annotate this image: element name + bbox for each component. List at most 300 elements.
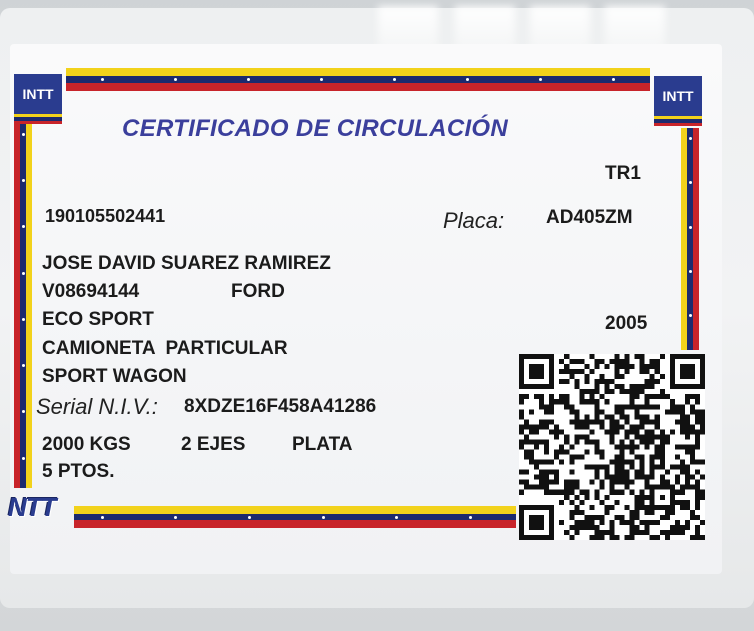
qr-module bbox=[685, 485, 690, 490]
vehicle-brand: FORD bbox=[231, 281, 285, 302]
qr-module bbox=[559, 500, 564, 505]
qr-module bbox=[700, 460, 705, 465]
qr-module bbox=[615, 424, 620, 429]
qr-module bbox=[599, 520, 604, 525]
flag-star bbox=[322, 516, 325, 519]
qr-module bbox=[609, 505, 614, 510]
qr-finder bbox=[680, 364, 695, 379]
qr-module bbox=[564, 439, 569, 444]
qr-module bbox=[574, 379, 579, 384]
qr-module bbox=[604, 414, 609, 419]
qr-module bbox=[650, 404, 655, 409]
qr-module bbox=[579, 455, 584, 460]
qr-module bbox=[640, 520, 645, 525]
owner-name: JOSE DAVID SUAREZ RAMIREZ bbox=[42, 253, 331, 274]
qr-module bbox=[635, 505, 640, 510]
qr-module bbox=[665, 434, 670, 439]
qr-module bbox=[645, 429, 650, 434]
qr-module bbox=[650, 510, 655, 515]
qr-module bbox=[660, 389, 665, 394]
qr-module bbox=[594, 444, 599, 449]
qr-module bbox=[660, 439, 665, 444]
qr-module bbox=[594, 364, 599, 369]
qr-module bbox=[599, 515, 604, 520]
qr-module bbox=[645, 510, 650, 515]
qr-module bbox=[670, 510, 675, 515]
qr-module bbox=[544, 404, 549, 409]
qr-module bbox=[584, 465, 589, 470]
qr-module bbox=[574, 384, 579, 389]
qr-module bbox=[680, 460, 685, 465]
qr-module bbox=[670, 525, 675, 530]
intt-logo-left: INTT bbox=[14, 74, 62, 114]
qr-module bbox=[594, 419, 599, 424]
qr-module bbox=[569, 359, 574, 364]
id-number: V08694144 bbox=[42, 281, 140, 302]
qr-module bbox=[685, 434, 690, 439]
flag-star bbox=[612, 78, 615, 81]
qr-module bbox=[594, 409, 599, 414]
qr-module bbox=[544, 419, 549, 424]
qr-module bbox=[635, 475, 640, 480]
qr-module bbox=[655, 444, 660, 449]
ntt-logo-bottom: NTT bbox=[8, 492, 56, 522]
qr-module bbox=[559, 394, 564, 399]
qr-module bbox=[645, 364, 650, 369]
qr-module bbox=[599, 374, 604, 379]
qr-module bbox=[559, 379, 564, 384]
qr-module bbox=[599, 485, 604, 490]
qr-module bbox=[675, 520, 680, 525]
qr-module bbox=[630, 465, 635, 470]
qr-module bbox=[615, 460, 620, 465]
qr-module bbox=[569, 525, 574, 530]
qr-module bbox=[695, 434, 700, 439]
qr-module bbox=[615, 359, 620, 364]
qr-module bbox=[589, 525, 594, 530]
qr-module bbox=[655, 520, 660, 525]
qr-module bbox=[584, 495, 589, 500]
qr-module bbox=[589, 394, 594, 399]
qr-module bbox=[589, 515, 594, 520]
flag-star bbox=[247, 78, 250, 81]
qr-module bbox=[685, 444, 690, 449]
qr-module bbox=[695, 419, 700, 424]
qr-module bbox=[544, 460, 549, 465]
qr-module bbox=[554, 399, 559, 404]
qr-module bbox=[524, 394, 529, 399]
qr-module bbox=[594, 384, 599, 389]
qr-module bbox=[660, 374, 665, 379]
qr-module bbox=[574, 530, 579, 535]
qr-module bbox=[695, 530, 700, 535]
qr-module bbox=[695, 429, 700, 434]
qr-module bbox=[700, 490, 705, 495]
qr-module bbox=[650, 364, 655, 369]
qr-module bbox=[680, 424, 685, 429]
qr-module bbox=[544, 450, 549, 455]
vehicle-type: SPORT WAGON bbox=[42, 366, 187, 387]
qr-module bbox=[564, 450, 569, 455]
qr-module bbox=[584, 450, 589, 455]
qr-module bbox=[559, 450, 564, 455]
flag-star bbox=[174, 78, 177, 81]
qr-module bbox=[640, 404, 645, 409]
qr-module bbox=[655, 359, 660, 364]
qr-module bbox=[599, 419, 604, 424]
qr-module bbox=[609, 429, 614, 434]
qr-module bbox=[534, 439, 539, 444]
qr-module bbox=[604, 505, 609, 510]
qr-module bbox=[549, 480, 554, 485]
qr-module bbox=[569, 404, 574, 409]
qr-module bbox=[695, 414, 700, 419]
qr-module bbox=[549, 409, 554, 414]
qr-module bbox=[625, 470, 630, 475]
qr-module bbox=[620, 424, 625, 429]
qr-module bbox=[630, 530, 635, 535]
qr-module bbox=[625, 434, 630, 439]
qr-module bbox=[594, 490, 599, 495]
qr-module bbox=[640, 384, 645, 389]
qr-module bbox=[564, 364, 569, 369]
qr-module bbox=[574, 510, 579, 515]
qr-module bbox=[549, 470, 554, 475]
qr-module bbox=[615, 444, 620, 449]
qr-module bbox=[640, 490, 645, 495]
flag-star bbox=[466, 78, 469, 81]
qr-module bbox=[690, 460, 695, 465]
qr-module bbox=[584, 515, 589, 520]
qr-module bbox=[625, 485, 630, 490]
vehicle-weight: 2000 KGS bbox=[42, 434, 131, 455]
qr-module bbox=[589, 439, 594, 444]
qr-module bbox=[519, 414, 524, 419]
qr-module bbox=[539, 475, 544, 480]
qr-module bbox=[695, 399, 700, 404]
qr-module bbox=[660, 450, 665, 455]
qr-module bbox=[635, 434, 640, 439]
logo-flag-right bbox=[654, 116, 702, 126]
qr-module bbox=[569, 444, 574, 449]
qr-module bbox=[594, 465, 599, 470]
qr-module bbox=[650, 460, 655, 465]
qr-module bbox=[579, 434, 584, 439]
qr-module bbox=[670, 465, 675, 470]
qr-module bbox=[609, 460, 614, 465]
qr-module bbox=[675, 409, 680, 414]
qr-module bbox=[609, 389, 614, 394]
qr-module bbox=[615, 465, 620, 470]
vehicle-seats: 5 PTOS. bbox=[42, 461, 115, 482]
qr-module bbox=[690, 404, 695, 409]
qr-module bbox=[534, 485, 539, 490]
qr-module bbox=[695, 394, 700, 399]
qr-module bbox=[589, 535, 594, 540]
qr-module bbox=[574, 455, 579, 460]
qr-module bbox=[640, 465, 645, 470]
qr-module bbox=[685, 399, 690, 404]
qr-module bbox=[675, 480, 680, 485]
qr-module bbox=[700, 424, 705, 429]
qr-module bbox=[544, 424, 549, 429]
qr-module bbox=[690, 515, 695, 520]
qr-module bbox=[564, 369, 569, 374]
qr-module bbox=[700, 409, 705, 414]
vehicle-axles: 2 EJES bbox=[181, 434, 246, 455]
qr-module bbox=[620, 374, 625, 379]
qr-module bbox=[650, 535, 655, 540]
qr-module bbox=[635, 404, 640, 409]
qr-module bbox=[529, 439, 534, 444]
qr-module bbox=[635, 444, 640, 449]
qr-module bbox=[594, 439, 599, 444]
qr-module bbox=[559, 399, 564, 404]
qr-module bbox=[609, 434, 614, 439]
qr-module bbox=[524, 424, 529, 429]
qr-module bbox=[564, 530, 569, 535]
qr-module bbox=[630, 384, 635, 389]
qr-module bbox=[645, 399, 650, 404]
qr-module bbox=[640, 439, 645, 444]
qr-module bbox=[584, 379, 589, 384]
qr-module bbox=[650, 455, 655, 460]
qr-module bbox=[680, 500, 685, 505]
qr-module bbox=[675, 530, 680, 535]
qr-module bbox=[620, 475, 625, 480]
qr-module bbox=[554, 429, 559, 434]
qr-module bbox=[589, 480, 594, 485]
qr-module bbox=[609, 475, 614, 480]
qr-module bbox=[685, 429, 690, 434]
qr-module bbox=[685, 424, 690, 429]
qr-module bbox=[599, 450, 604, 455]
qr-module bbox=[564, 394, 569, 399]
qr-module bbox=[589, 369, 594, 374]
qr-module bbox=[655, 369, 660, 374]
qr-module bbox=[615, 475, 620, 480]
qr-module bbox=[549, 404, 554, 409]
qr-module bbox=[604, 495, 609, 500]
qr-module bbox=[609, 530, 614, 535]
qr-module bbox=[534, 429, 539, 434]
qr-module bbox=[609, 419, 614, 424]
qr-module bbox=[635, 424, 640, 429]
qr-module bbox=[604, 530, 609, 535]
placa-label: Placa: bbox=[443, 208, 505, 233]
qr-code bbox=[519, 354, 705, 540]
qr-module bbox=[615, 429, 620, 434]
qr-module bbox=[635, 429, 640, 434]
qr-module bbox=[579, 424, 584, 429]
qr-module bbox=[695, 525, 700, 530]
qr-module bbox=[625, 354, 630, 359]
qr-module bbox=[685, 394, 690, 399]
qr-module bbox=[564, 399, 569, 404]
qr-module bbox=[700, 414, 705, 419]
qr-module bbox=[620, 359, 625, 364]
qr-module bbox=[690, 475, 695, 480]
qr-module bbox=[554, 480, 559, 485]
qr-module bbox=[635, 414, 640, 419]
qr-module bbox=[594, 379, 599, 384]
qr-module bbox=[594, 525, 599, 530]
qr-module bbox=[574, 520, 579, 525]
qr-module bbox=[685, 414, 690, 419]
qr-module bbox=[685, 500, 690, 505]
qr-module bbox=[670, 530, 675, 535]
qr-module bbox=[574, 495, 579, 500]
qr-module bbox=[620, 515, 625, 520]
qr-module bbox=[695, 535, 700, 540]
qr-module bbox=[650, 359, 655, 364]
qr-module bbox=[620, 444, 625, 449]
qr-module bbox=[599, 359, 604, 364]
qr-module bbox=[584, 399, 589, 404]
qr-module bbox=[604, 510, 609, 515]
qr-module bbox=[670, 399, 675, 404]
qr-module bbox=[685, 480, 690, 485]
qr-module bbox=[630, 424, 635, 429]
qr-module bbox=[579, 419, 584, 424]
qr-module bbox=[615, 535, 620, 540]
qr-module bbox=[630, 525, 635, 530]
qr-module bbox=[630, 450, 635, 455]
qr-module bbox=[574, 439, 579, 444]
qr-module bbox=[604, 379, 609, 384]
qr-module bbox=[539, 460, 544, 465]
qr-module bbox=[660, 434, 665, 439]
qr-module bbox=[625, 444, 630, 449]
qr-module bbox=[635, 354, 640, 359]
qr-module bbox=[564, 485, 569, 490]
qr-module bbox=[700, 520, 705, 525]
qr-module bbox=[630, 480, 635, 485]
qr-module bbox=[650, 439, 655, 444]
qr-module bbox=[670, 429, 675, 434]
qr-module bbox=[539, 404, 544, 409]
qr-module bbox=[675, 465, 680, 470]
qr-module bbox=[620, 490, 625, 495]
qr-module bbox=[609, 535, 614, 540]
qr-module bbox=[645, 530, 650, 535]
code: TR1 bbox=[605, 163, 641, 184]
qr-module bbox=[655, 450, 660, 455]
qr-module bbox=[584, 490, 589, 495]
qr-module bbox=[625, 419, 630, 424]
qr-module bbox=[599, 379, 604, 384]
qr-module bbox=[594, 535, 599, 540]
qr-module bbox=[554, 490, 559, 495]
qr-module bbox=[690, 409, 695, 414]
qr-module bbox=[584, 419, 589, 424]
qr-module bbox=[579, 359, 584, 364]
certificate-title: CERTIFICADO DE CIRCULACIÓN bbox=[122, 115, 509, 142]
qr-module bbox=[615, 404, 620, 409]
logo-flag-left bbox=[14, 114, 62, 124]
qr-module bbox=[529, 409, 534, 414]
qr-module bbox=[554, 455, 559, 460]
qr-module bbox=[564, 434, 569, 439]
qr-module bbox=[559, 359, 564, 364]
qr-module bbox=[660, 460, 665, 465]
qr-module bbox=[645, 485, 650, 490]
qr-module bbox=[534, 465, 539, 470]
qr-module bbox=[534, 444, 539, 449]
qr-module bbox=[665, 530, 670, 535]
qr-module bbox=[675, 404, 680, 409]
qr-module bbox=[534, 475, 539, 480]
qr-module bbox=[695, 515, 700, 520]
qr-module bbox=[620, 520, 625, 525]
qr-module bbox=[635, 389, 640, 394]
qr-module bbox=[685, 465, 690, 470]
qr-module bbox=[675, 444, 680, 449]
qr-module bbox=[640, 414, 645, 419]
qr-module bbox=[559, 369, 564, 374]
qr-module bbox=[660, 429, 665, 434]
qr-module bbox=[615, 500, 620, 505]
vehicle-class: CAMIONETA PARTICULAR bbox=[42, 338, 288, 359]
qr-module bbox=[655, 424, 660, 429]
qr-module bbox=[650, 374, 655, 379]
qr-module bbox=[549, 419, 554, 424]
qr-module bbox=[640, 364, 645, 369]
qr-module bbox=[594, 450, 599, 455]
qr-module bbox=[635, 495, 640, 500]
qr-module bbox=[690, 455, 695, 460]
qr-module bbox=[594, 470, 599, 475]
qr-module bbox=[609, 485, 614, 490]
qr-module bbox=[564, 379, 569, 384]
qr-module bbox=[670, 409, 675, 414]
qr-module bbox=[620, 470, 625, 475]
qr-module bbox=[589, 399, 594, 404]
qr-module bbox=[655, 394, 660, 399]
qr-module bbox=[665, 510, 670, 515]
qr-module bbox=[604, 384, 609, 389]
qr-module bbox=[574, 414, 579, 419]
qr-module bbox=[615, 354, 620, 359]
qr-module bbox=[615, 419, 620, 424]
qr-module bbox=[630, 399, 635, 404]
qr-module bbox=[539, 419, 544, 424]
qr-module bbox=[660, 475, 665, 480]
qr-module bbox=[640, 505, 645, 510]
qr-module bbox=[695, 444, 700, 449]
qr-module bbox=[655, 434, 660, 439]
qr-module bbox=[569, 515, 574, 520]
qr-module bbox=[635, 525, 640, 530]
qr-module bbox=[650, 465, 655, 470]
qr-module bbox=[554, 470, 559, 475]
qr-module bbox=[569, 470, 574, 475]
flag-star bbox=[22, 318, 25, 321]
qr-module bbox=[574, 505, 579, 510]
qr-module bbox=[685, 470, 690, 475]
qr-module bbox=[635, 394, 640, 399]
qr-module bbox=[680, 419, 685, 424]
flag-star bbox=[22, 225, 25, 228]
qr-module bbox=[620, 450, 625, 455]
qr-module bbox=[609, 424, 614, 429]
qr-module bbox=[569, 374, 574, 379]
qr-module bbox=[675, 475, 680, 480]
qr-module bbox=[645, 404, 650, 409]
qr-module bbox=[665, 470, 670, 475]
qr-module bbox=[554, 475, 559, 480]
qr-module bbox=[524, 419, 529, 424]
